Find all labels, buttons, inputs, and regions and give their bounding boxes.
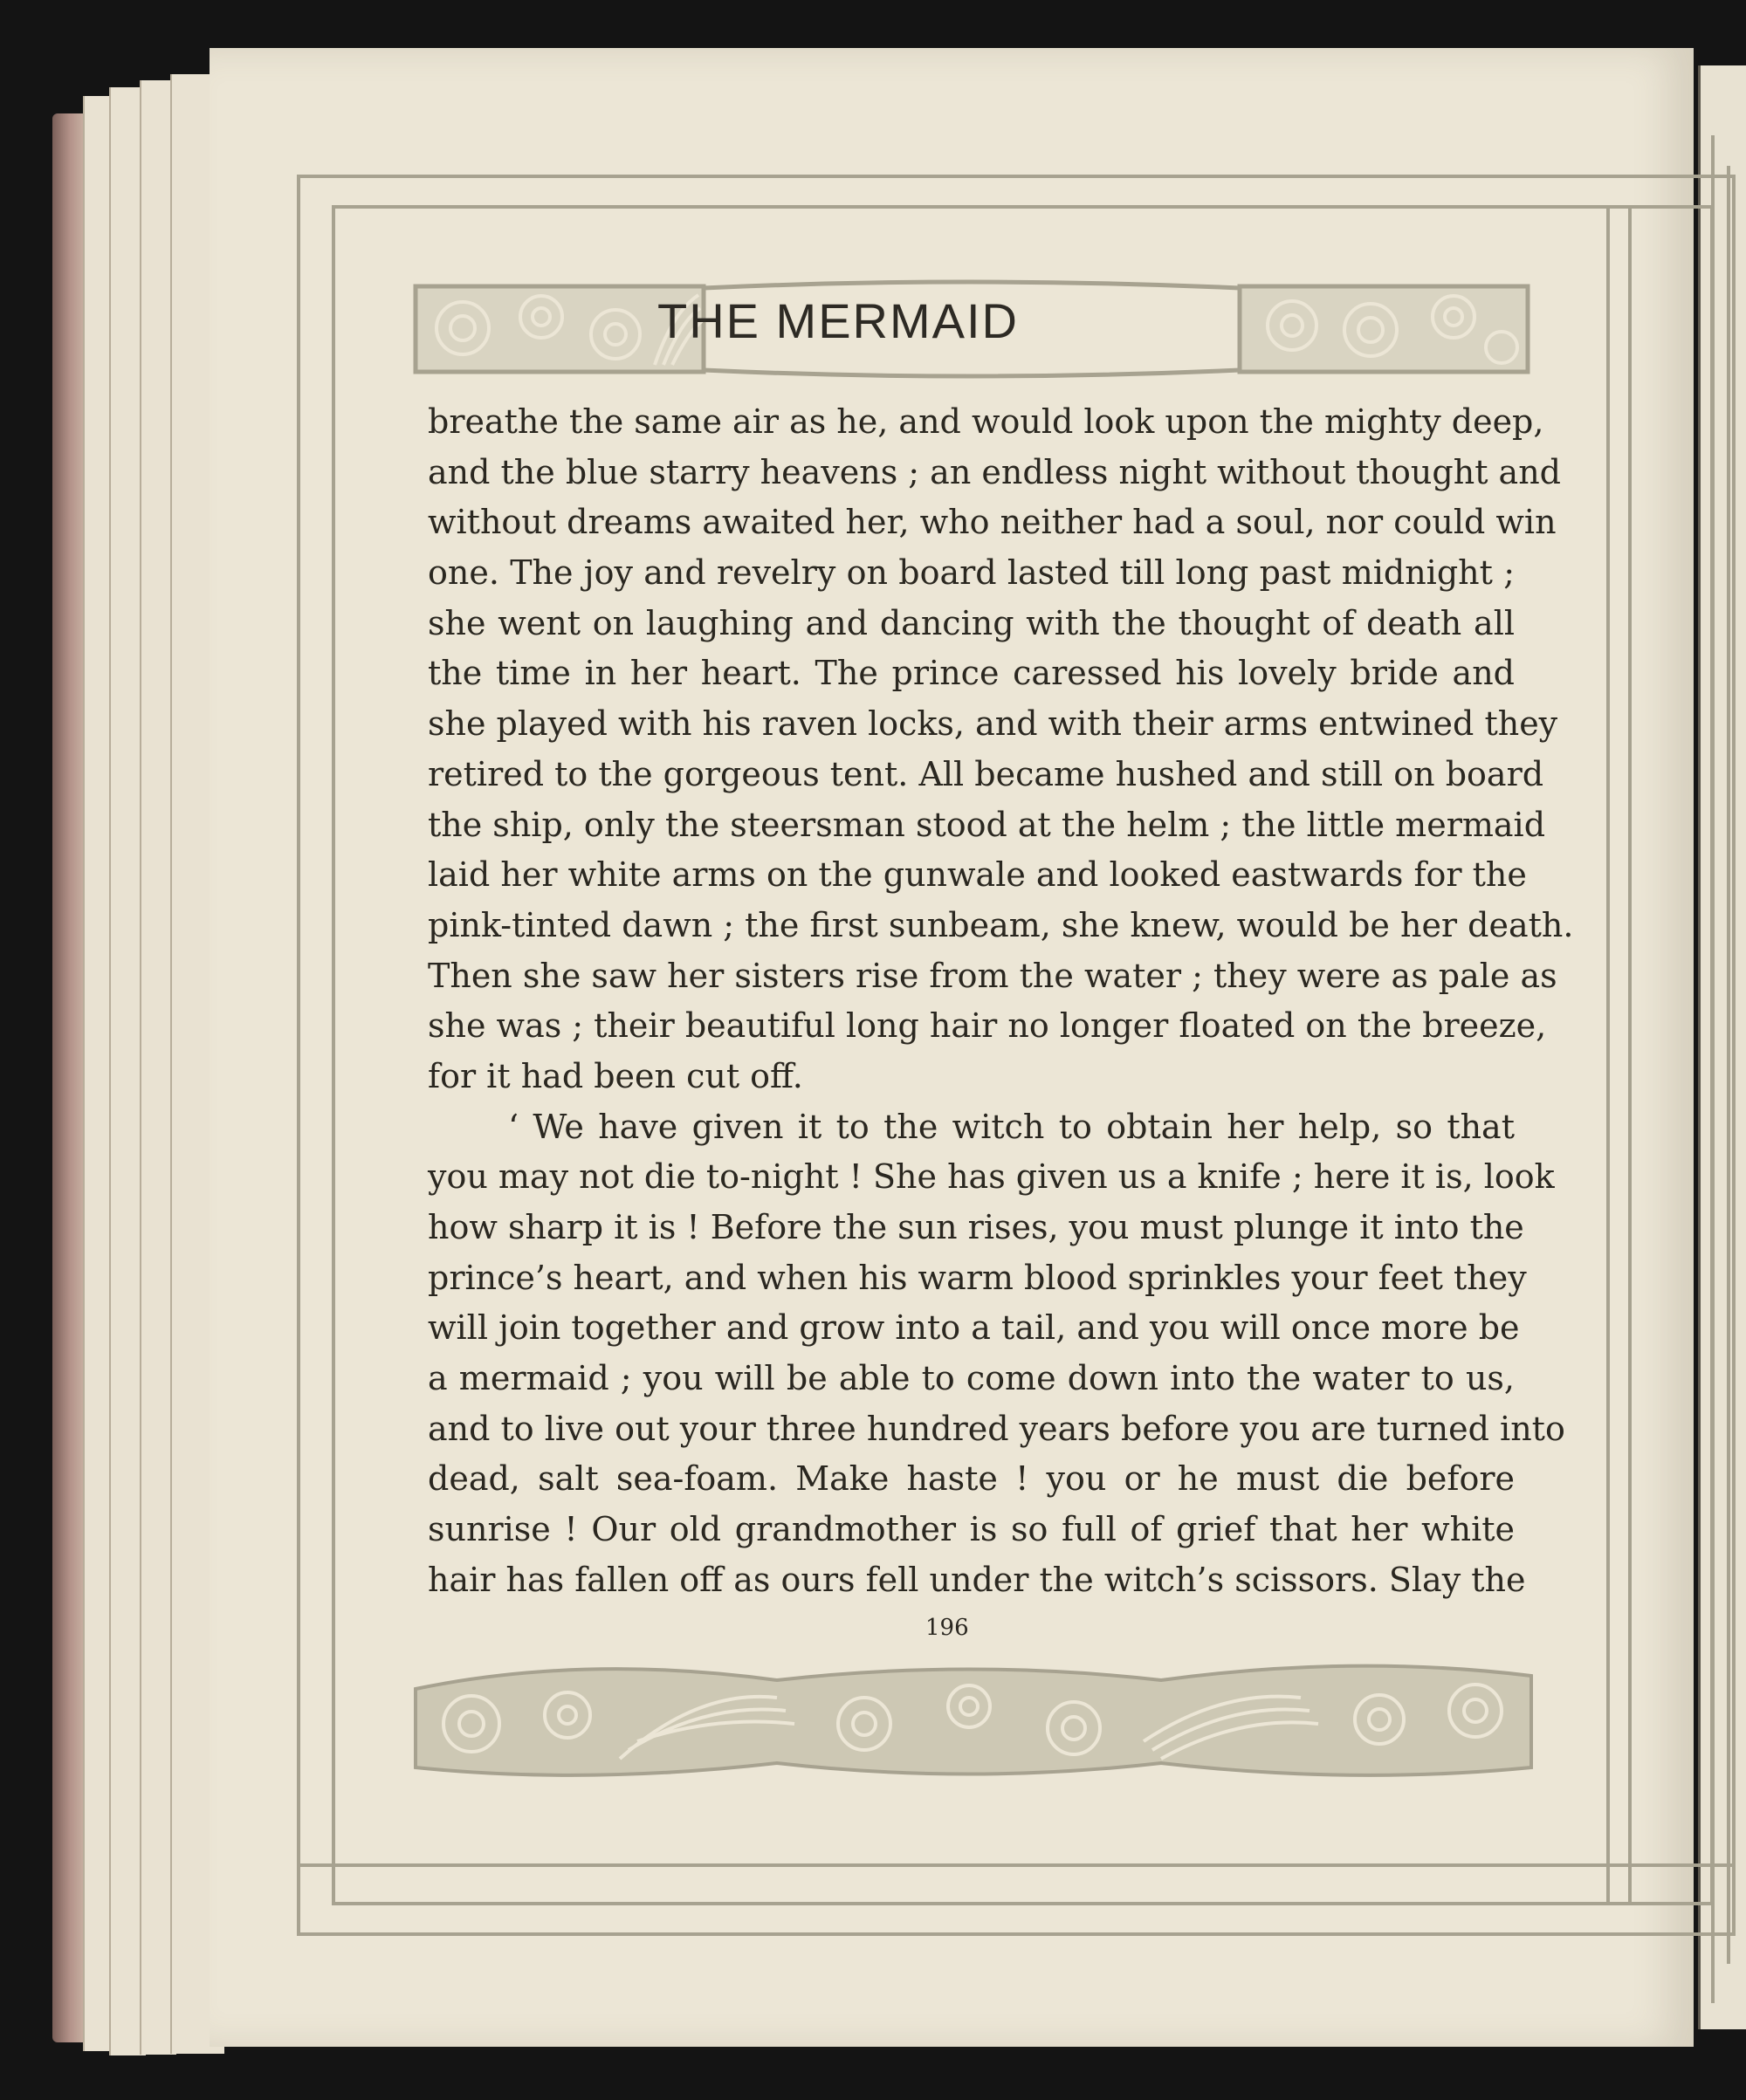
text-line: she played with his raven locks, and with their arms entwined they [428, 704, 1558, 744]
text-line: prince’s heart, and when his warm blood sprinkles your feet they [428, 1258, 1527, 1297]
text-line: a mermaid ; you will be able to come down into the water to us, [428, 1359, 1515, 1398]
text-line: she went on laughing and dancing with the thought of death all [428, 603, 1515, 642]
paragraph [428, 1102, 1565, 1606]
frame-rule [297, 1863, 1733, 1867]
text-line: and the blue starry heavens ; an endless night without thought and [428, 452, 1561, 491]
paragraph [428, 397, 1574, 1102]
text-line: pink-tinted dawn ; the first sunbeam, she knew, would be her death. [428, 905, 1574, 944]
text-line: ‘ We have given it to the witch to obtain her help, so that [508, 1107, 1515, 1146]
text-line: hair has fallen off as ours fell under the witch’s scissors. Slay the [428, 1560, 1526, 1599]
text-line: without dreams awaited her, who neither had a soul, nor could win [428, 503, 1557, 542]
text-line: the time in her heart. The prince caressed his lovely bride and [428, 654, 1515, 693]
footer-ornament [410, 1654, 1536, 1785]
text-line: how sharp it is ! Before the sun rises, you must plunge it into the [428, 1208, 1524, 1246]
text-line: will join together and grow into a tail, and you will once more be [428, 1308, 1520, 1348]
body-text [428, 397, 1574, 1606]
text-line: and to live out your three hundred years before you are turned into [428, 1409, 1565, 1448]
text-line: one. The joy and revelry on board lasted till long past midnight ; [428, 553, 1515, 593]
text-line: you may not die to-night ! She has given us a knife ; here it is, look [428, 1157, 1555, 1197]
frame-rule [1628, 205, 1632, 1903]
text-line: Then she saw her sisters rise from the water ; they were as pale as [428, 956, 1557, 995]
text-line: laid her white arms on the gunwale and looked eastwards for the [428, 855, 1527, 895]
running-head: THE MERMAID [657, 293, 1019, 348]
text-line: she was ; their beautiful long hair no longer floated on the breeze, [428, 1006, 1547, 1046]
text-line: breathe the same air as he, and would look upon the mighty deep, [428, 402, 1544, 441]
text-line: the ship, only the steersman stood at the helm ; the little mermaid [428, 805, 1546, 844]
text-line: retired to the gorgeous tent. All became hushed and still on board [428, 754, 1544, 793]
page-number: 196 [925, 1615, 969, 1641]
text-line: sunrise ! Our old grandmother is so full of grief that her white [428, 1510, 1515, 1549]
frame-rule [1606, 205, 1610, 1903]
text-line: for it had been cut off. [428, 1056, 803, 1095]
text-line: dead, salt sea-foam. Make haste ! you or he must die before [428, 1459, 1515, 1499]
